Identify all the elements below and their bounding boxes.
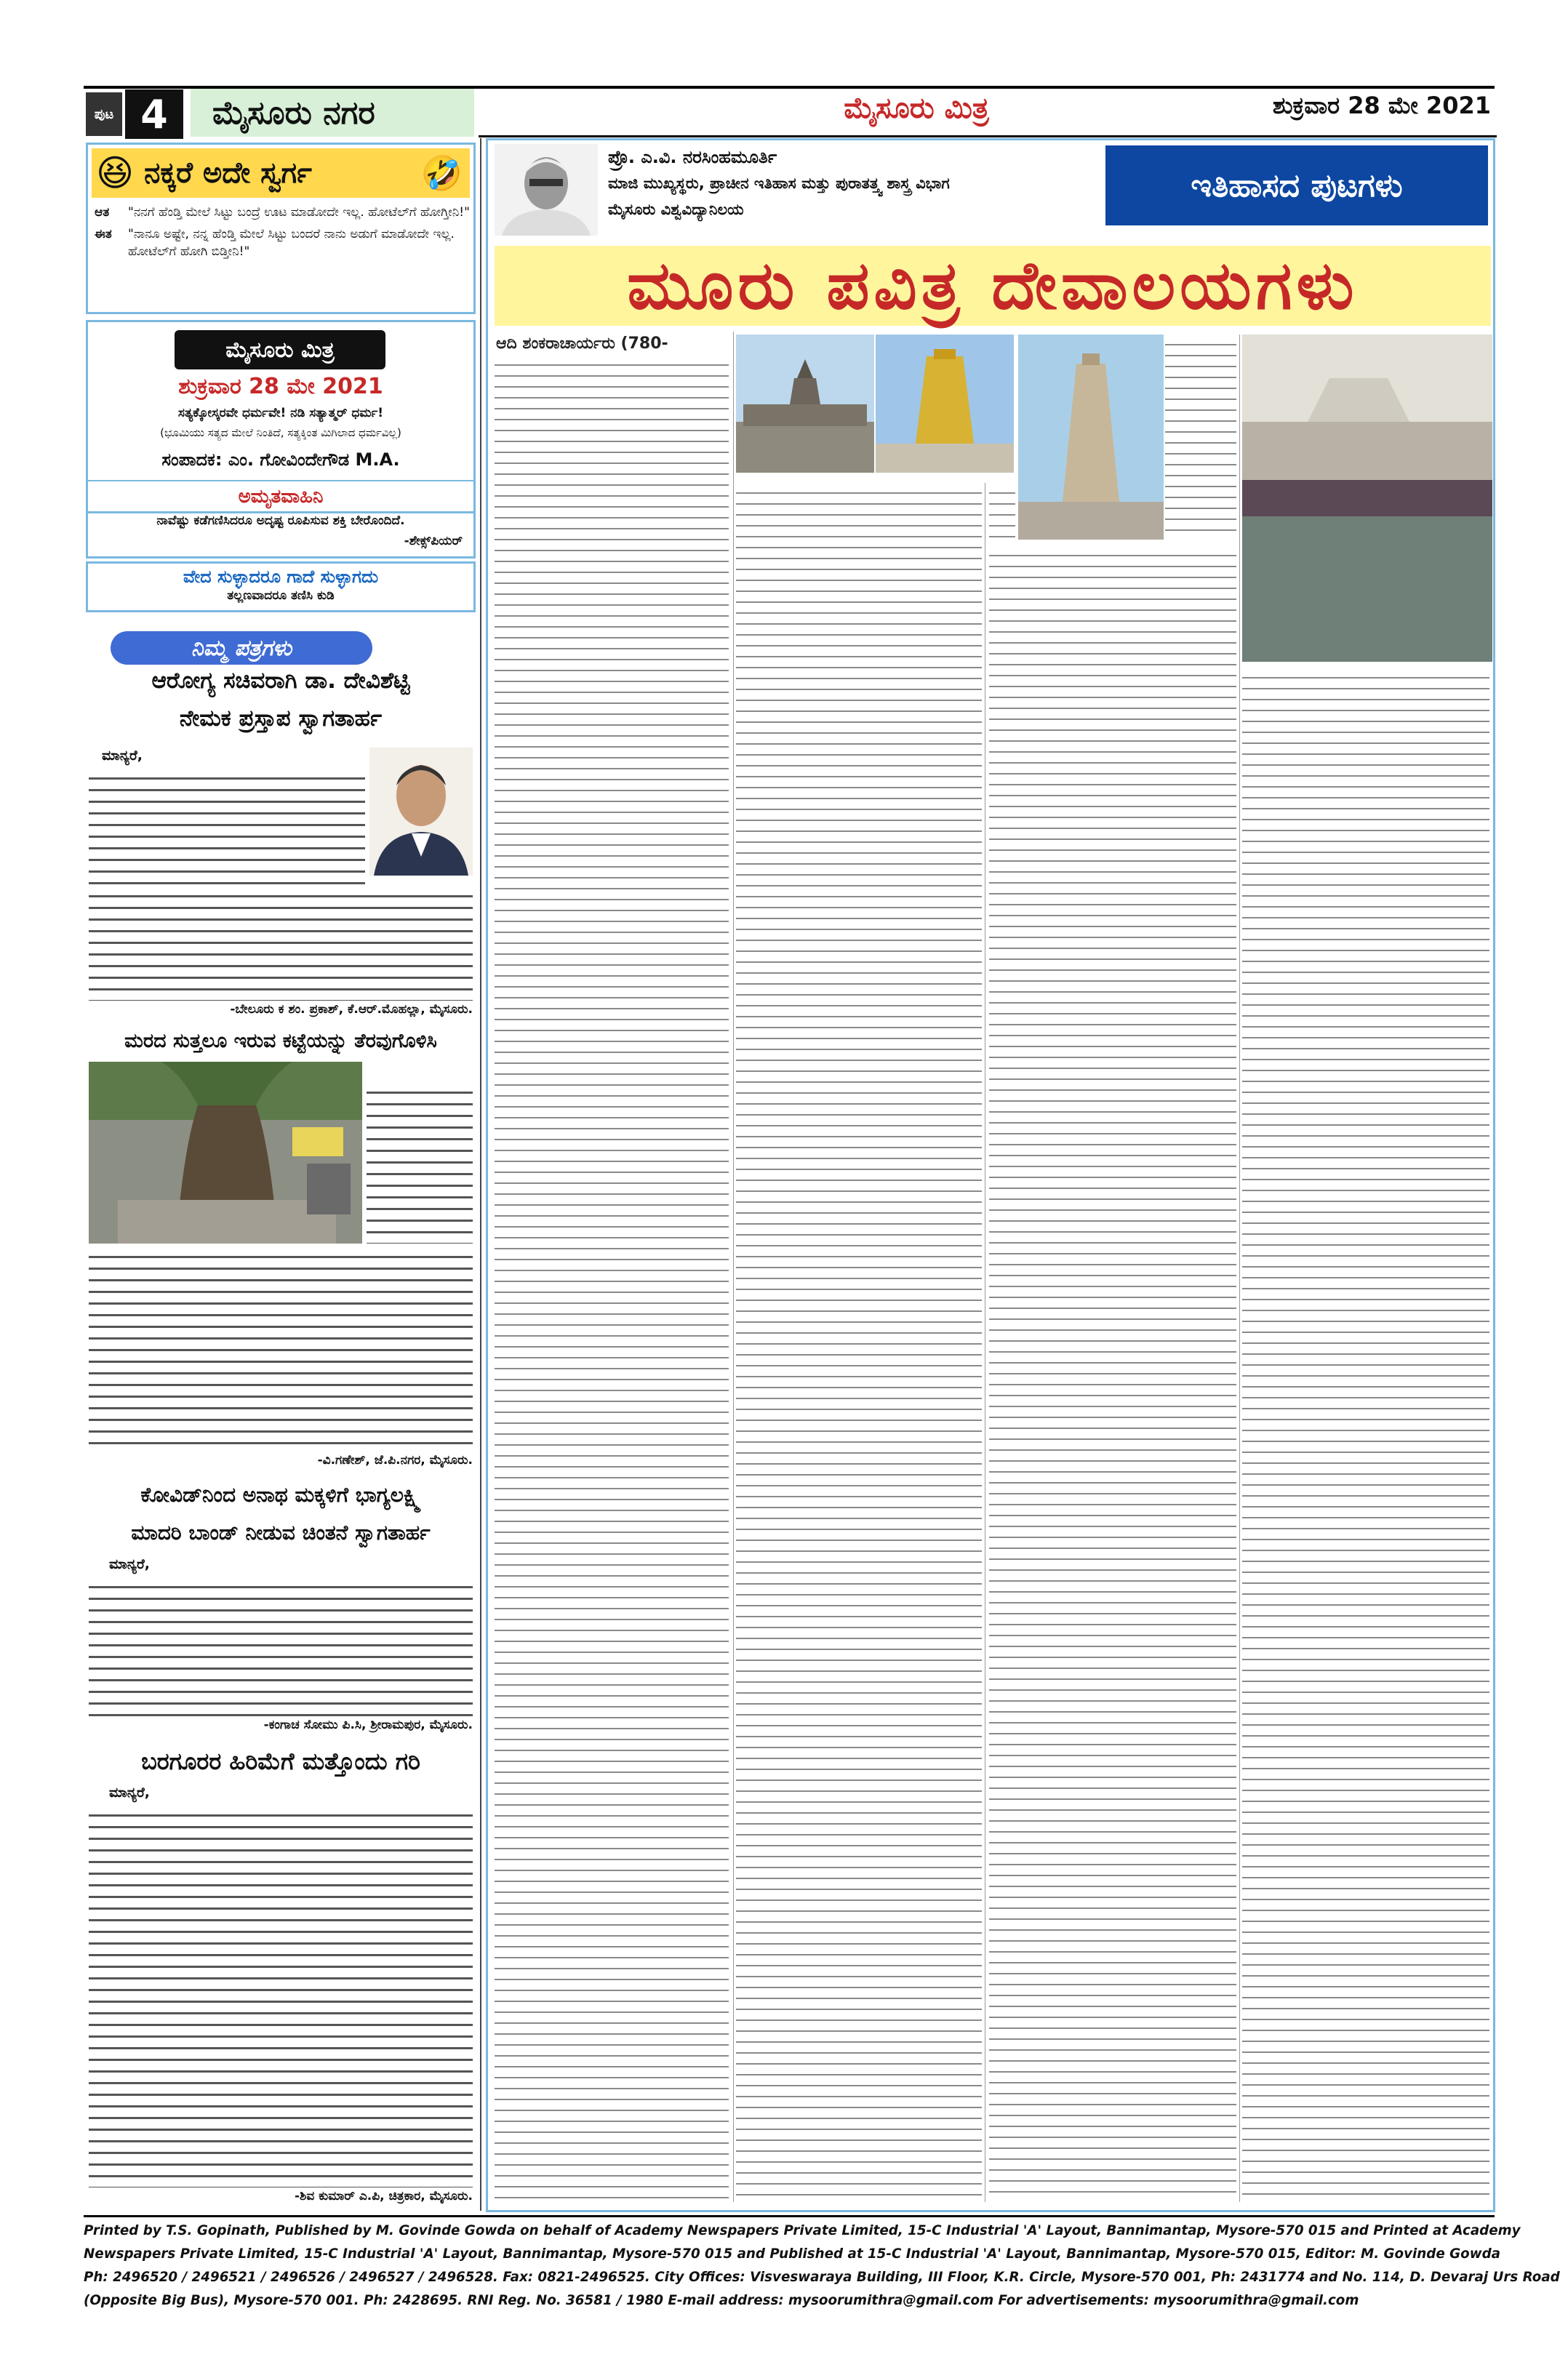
- article-col-1: [495, 355, 729, 2202]
- article-col-3-top: [989, 483, 1015, 541]
- author-photo: [495, 144, 598, 236]
- amrutha-title: ಅಮೃತವಾಹಿನಿ: [238, 486, 324, 508]
- letter-1-salutation: ಮಾನ್ಯರೆ,: [102, 748, 143, 764]
- article-col-3-side: [1165, 335, 1236, 540]
- proverb-title: ವೇದ ಸುಳ್ಳಾದರೂ ಗಾದೆ ಸುಳ್ಳಾಗದು: [183, 567, 379, 587]
- author-designation: ಮಾಜಿ ಮುಖ್ಯಸ್ಥರು, ಪ್ರಾಚೀನ ಇತಿಹಾಸ ಮತ್ತು ಪುರಾತತ್ತ್ವ ಶಾಸ್ತ್ರ ವಿಭಾಗ: [608, 175, 950, 192]
- author-name: ಪ್ರೊ. ಎ.ವಿ. ನರಸಿಂಹಮೂರ್ತಿ: [608, 147, 777, 167]
- letter-2-body: [367, 1082, 473, 1244]
- letter-4-signature: -ಶಿವ ಕುಮಾರ್ ಎ.ಪಿ, ಚಿತ್ರಕಾರ, ಮೈಸೂರು.: [294, 2189, 473, 2203]
- joke-header: [92, 148, 470, 198]
- letter-4-body: [89, 1805, 473, 2187]
- river-pilgrims-photo-icon: [1242, 335, 1492, 662]
- imprint-logo: ಮೈಸೂರು ಮಿತ್ರ: [175, 330, 385, 369]
- author-portrait-icon: [495, 144, 598, 236]
- temple-photo-1: [736, 335, 874, 473]
- article-col-2: [736, 483, 982, 2202]
- section-title: ಮೈಸೂರು ನಗರ: [191, 89, 474, 137]
- letter-1-signature: -ಬೇಲೂರು ಕ ಶಂ. ಪ್ರಕಾಶ್, ಕೆ.ಆರ್.ಮೊಹಲ್ಲಾ, ಮೈಸೂರು.: [230, 1002, 473, 1017]
- letter-4-headline: ಬರಗೂರರ ಹಿರಿಮೆಗೆ ಮತ್ತೊಂದು ಗರಿ: [141, 1748, 420, 1775]
- footer-imprint: Printed by T.S. Gopinath, Published by M. Govinde Gowda on behalf of Academy Newspapers Private Limited, 15-C Industrial 'A' Layout, Bannimantap, Mysore-570 015 and Printed at Academy Newspapers Private Limited, 15-C Industrial 'A' Layout, Bannimantap, Mysore-570 015 and Published at 15-C Industrial 'A' Layout, Bannimantap, Mysore-570 015, Editor: M. Govinde Gowda Ph: 2496520 / 2496521 / 2496526 / 2496527 / 2496528. Fax: 0821-2496525. City Offices: Visveswaraya Building, III Floor, K.R. Circle, Mysore-570 001, Ph: 2431774 and No. 114, D. Devaraj Urs Road (Opposite Big Bus), Mysore-570 001. Ph: 2428695. RNI Reg. No. 36581 / 1980 E-mail address: mysoorumithra@gmail.com For advertisements: mysoorumithra@gmail.com: [84, 2223, 1560, 2308]
- laughing-face-icon: 😆: [96, 152, 135, 194]
- page-number-box: [86, 89, 186, 140]
- golden-gopura-photo-icon: [876, 335, 1014, 473]
- temple-tower-photo-icon: [736, 335, 874, 473]
- letter-3-body: [89, 1577, 473, 1716]
- letter-2-signature: -ವಿ.ಗಣೇಶ್, ಜೆ.ಪಿ.ನಗರ, ಮೈಸೂರು.: [317, 1453, 473, 1468]
- article-col-4: [1242, 668, 1489, 2202]
- letter-3-salutation: ಮಾನ್ಯರೆ,: [109, 1556, 150, 1572]
- proverb-text: ತಲ್ಲಣವಾದರೂ ತಣಿಸಿ ಕುಡಿ: [227, 588, 335, 603]
- joke-body: ಆತ "ನನಗೆ ಹೆಂಡ್ತಿ ಮೇಲೆ ಸಿಟ್ಟು ಬಂದ್ರೆ ಊಟ ಮಾಡೋದೇ ಇಲ್ಲ. ಹೋಟೆಲ್‌ಗೆ ಹೋಗ್ತೀನಿ!" ಈತ "ನಾನೂ ಅಷ್ಟೇ, ನನ್ನ ಹೆಂಡ್ತಿ ಮೇಲೆ ಸಿಟ್ಟು ಬಂದರೆ ನಾನು ಅಡುಗೆ ಮಾಡೋದೇ ಇಲ್ಲ. ಹೋಟೆಲ್‌ಗೆ ಹೋಗಿ ಬಿಡ್ತೀನಿ!": [95, 205, 470, 259]
- letter-2-body-cont: [89, 1246, 473, 1452]
- letter-3-signature: -ಕಂಗಾಚ ಸೋಮು ಪಿ.ಸಿ, ಶ್ರೀರಾಮಪುರ, ಮೈಸೂರು.: [263, 1718, 473, 1732]
- imprint-motto-translation: (ಭೂಮಿಯು ಸತ್ಯದ ಮೇಲೆ ನಿಂತಿದೆ, ಸತ್ಯಕ್ಕಿಂತ ಮಿಗಿಲಾದ ಧರ್ಮವಿಲ್ಲ): [160, 426, 401, 439]
- amrutha-author: -ಶೇಕ್ಸ್‌ಪಿಯರ್: [404, 534, 463, 548]
- letter-3-headline: ಕೋವಿಡ್‌ನಿಂದ ಅನಾಥ ಮಕ್ಕಳಿಗೆ ಭಾಗ್ಯಲಕ್ಷ್ಮಿ ಮಾದರಿ ಬಾಂಡ್ ನೀಡುವ ಚಿಂತನೆ ಸ್ವಾಗತಾರ್ಹ: [131, 1483, 431, 1545]
- temple-photo-3: [1018, 335, 1164, 540]
- tree-trunk-photo-icon: [89, 1062, 362, 1244]
- letter-1-portrait: [369, 748, 473, 876]
- letter-1-headline: ಆರೋಗ್ಯ ಸಚಿವರಾಗಿ ಡಾ. ದೇವಿಶೆಟ್ಟಿ ನೇಮಕ ಪ್ರಸ್ತಾಪ ಸ್ವಾಗತಾರ್ಹ: [151, 668, 410, 732]
- portrait-man-icon: [369, 748, 473, 876]
- masthead-logo: ಮೈಸೂರು ಮಿತ್ರ: [844, 90, 989, 125]
- letter-2-headline: ಮರದ ಸುತ್ತಲೂ ಇರುವ ಕಟ್ಟೆಯನ್ನು ತೆರವುಗೊಳಿಸಿ: [124, 1030, 437, 1052]
- feature-headline-bar: [495, 246, 1491, 326]
- page-number: 4: [125, 89, 183, 139]
- temple-photo-2: [876, 335, 1014, 473]
- series-tag: ಇತಿಹಾಸದ ಪುಟಗಳು: [1105, 145, 1488, 225]
- imprint-editor: ಸಂಪಾದಕ: ಎಂ. ಗೋವಿಂದೇಗೌಡ M.A.: [161, 449, 400, 470]
- imprint-date: ಶುಕ್ರವಾರ 28 ಮೇ 2021: [178, 374, 383, 399]
- letter-1-body-cont: [89, 886, 473, 1001]
- page-label: ಪುಟ: [86, 92, 122, 136]
- gopura-tower-photo-icon: [1018, 335, 1164, 540]
- joke-title: ನಕ್ಕರೆ ಅದೇ ಸ್ವರ್ಗ: [144, 156, 312, 190]
- imprint-motto: ಸತ್ಯಕ್ಕೋಸ್ಕರವೇ ಧರ್ಮವೇ! ನಡಿ ಸತ್ಯಾತ್ಮರ್ ಧರ್ಮ!: [177, 406, 384, 420]
- author-university: ಮೈಸೂರು ವಿಶ್ವವಿದ್ಯಾನಿಲಯ: [608, 201, 744, 218]
- amrutha-quote: ನಾವೆಷ್ಟು ಕಡೆಗಣಿಸಿದರೂ ಅದೃಷ್ಟ ರೂಪಿಸುವ ಶಕ್ತಿ ಬೇರೊಂದಿದೆ.: [156, 513, 405, 528]
- issue-date: ಶುಕ್ರವಾರ 28 ಮೇ 2021: [1272, 92, 1491, 119]
- proverb-box: [86, 561, 476, 612]
- article-col-3: [989, 545, 1236, 2202]
- cartoon-figure-icon: 🤣: [420, 153, 463, 193]
- letter-4-salutation: ಮಾನ್ಯರೆ,: [109, 1785, 150, 1801]
- temple-photo-4: [1242, 335, 1492, 662]
- feature-headline: ಮೂರು ಪವಿತ್ರ ದೇವಾಲಯಗಳು: [627, 246, 1359, 324]
- letter-2-tree-photo: [89, 1062, 362, 1244]
- letters-banner: ನಿಮ್ಮ ಪತ್ರಗಳು: [111, 631, 372, 665]
- lead-opening: ಆದಿ ಶಂಕರಾಚಾರ್ಯರು (780-: [496, 335, 668, 353]
- letter-1-body: [89, 768, 365, 884]
